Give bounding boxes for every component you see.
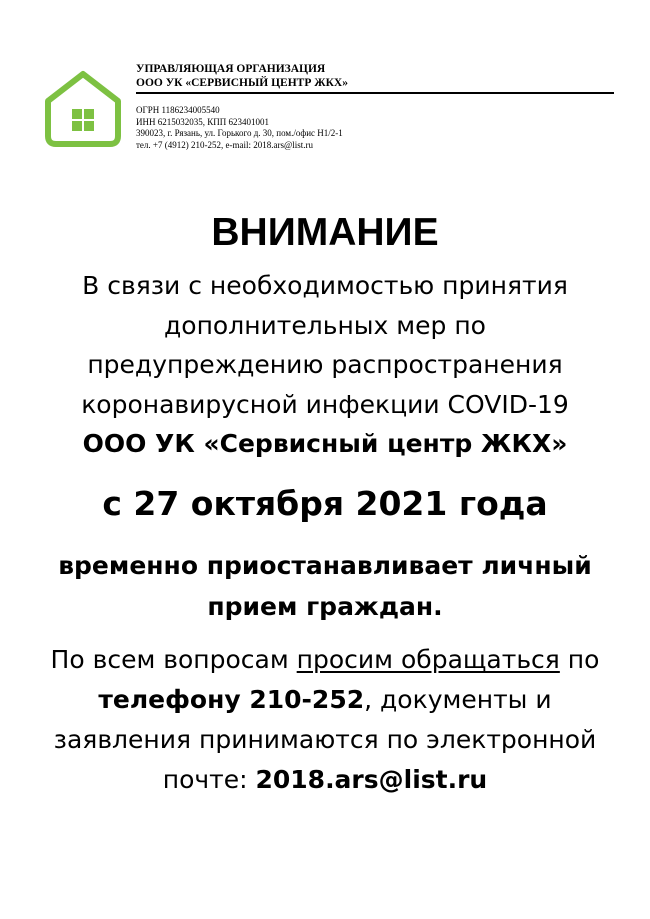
email-prefix: почте: xyxy=(162,765,256,794)
email-row xyxy=(0,760,650,800)
org-name: ООО УК «СЕРВИСНЫЙ ЦЕНТР ЖКХ» xyxy=(136,77,348,89)
inn-kpp: ИНН 6215032035, КПП 623401001 xyxy=(136,116,270,127)
effective-date: с 27 октября 2021 года xyxy=(102,484,548,523)
contact-prefix: По всем вопросам xyxy=(50,645,297,674)
suspension-line: временно приостанавливает личный xyxy=(58,551,592,580)
intro-line: В связи с необходимостью принятия xyxy=(82,271,568,300)
phone-line xyxy=(0,680,650,720)
phone-suffix: , документы и xyxy=(364,685,552,714)
letterhead xyxy=(136,62,616,151)
contact-info xyxy=(0,640,650,800)
notice-intro xyxy=(0,266,650,464)
intro-line: предупреждению распространения xyxy=(87,350,563,379)
company-logo xyxy=(40,68,126,148)
phone-number: телефону 210-252 xyxy=(98,685,365,714)
email-line: заявления принимаются по электронной xyxy=(53,725,597,754)
suspension-notice xyxy=(0,545,650,627)
header-divider xyxy=(136,92,614,94)
notice-title: ВНИМАНИЕ xyxy=(211,211,439,254)
company-name: ООО УК «Сервисный центр ЖКХ» xyxy=(82,429,568,458)
suspension-line: прием граждан. xyxy=(207,592,443,621)
intro-line: коронавирусной инфекции COVID-19 xyxy=(81,389,569,419)
org-type: УПРАВЛЯЮЩАЯ ОРГАНИЗАЦИЯ xyxy=(136,63,326,75)
address: 390023, г. Рязань, ул. Горького д. 30, пом./офис Н1/2-1 xyxy=(136,128,343,138)
contact-line xyxy=(0,640,650,680)
house-icon xyxy=(40,68,126,148)
email-address[interactable]: 2018.ars@list.ru xyxy=(255,765,488,794)
org-details xyxy=(136,105,616,151)
contacts: тел. +7 (4912) 210-252, e-mail: 2018.ars@list.ru xyxy=(136,139,314,150)
intro-line: дополнительных мер по xyxy=(164,310,486,340)
contact-suffix: по xyxy=(559,645,600,674)
contact-underlined: просим обращаться xyxy=(296,645,560,674)
ogrn: ОГРН 1186234005540 xyxy=(136,105,220,115)
